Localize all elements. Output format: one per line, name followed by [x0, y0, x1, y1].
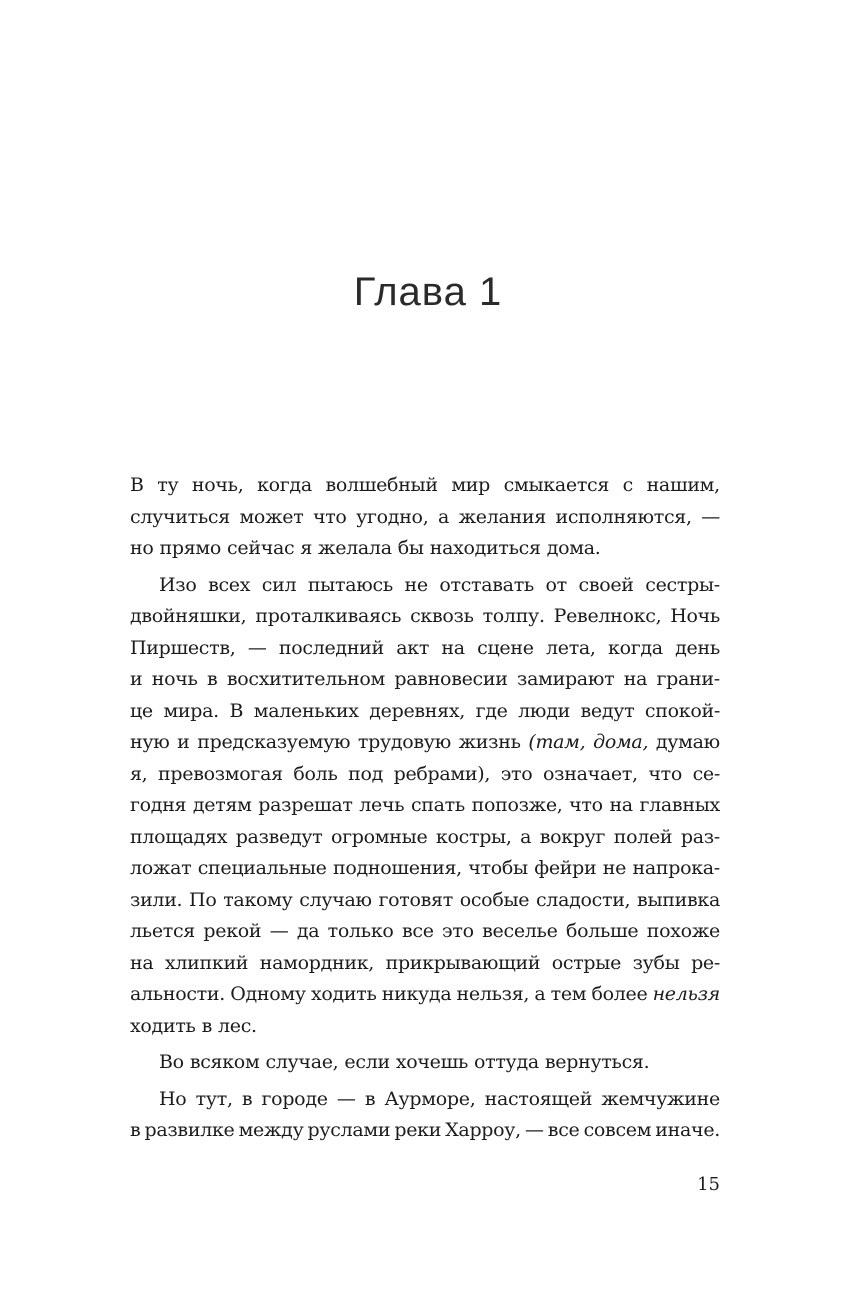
text-line: но прямо сейчас я желала бы находиться дома. [130, 537, 601, 559]
text-line: и ночь в восхитительном равновесии замирают на грани- [130, 668, 720, 690]
text-line: ную и предсказуемую трудовую жизнь (там, дома, думаю [130, 731, 720, 753]
text-line: Изо всех сил пытаюсь не отставать от своей сестры- [159, 573, 720, 596]
text-line: ложат специальные подношения, чтобы фейри не напрока- [130, 857, 720, 879]
text-line: льется рекой — да только все это веселье больше похоже [130, 920, 720, 942]
text-line: це мира. В маленьких деревнях, где люди ведут спокой- [130, 699, 720, 722]
text-line: случиться может что угодно, а желания исполняются, — [130, 505, 720, 528]
text-line: Но тут, в городе — в Аурморе, настоящей жемчужине [159, 1087, 720, 1110]
text-line: Во всяком случае, если хочешь оттуда вернуться. [159, 1051, 650, 1073]
page-number: 15 [697, 1174, 720, 1195]
text-line: я, превозмогая боль под ребрами), это означает, что се- [130, 762, 720, 785]
chapter-title: Глава 1 [353, 270, 503, 314]
text-line: зили. По такому случаю готовят особые сладости, выпивка [130, 888, 720, 911]
body-text [130, 470, 720, 1147]
text-line: альности. Одному ходить никуда нельзя, а тем более нельзя [130, 983, 720, 1005]
text-line: годня детям разрешат лечь спать попозже, что на главных [130, 794, 720, 816]
text-line: площадях разведут огромные костры, а вокруг полей раз- [130, 825, 720, 848]
text-line: Пиршеств, — последний акт на сцене лета, когда день [130, 636, 720, 659]
text-line: ходить в лес. [130, 1014, 257, 1037]
text-line: двойняшки, проталкиваясь сквозь толпу. Ревелнокс, Ночь [130, 605, 720, 627]
text-line: В ту ночь, когда волшебный мир смыкается с нашим, [130, 474, 720, 496]
text-line: в развилке между руслами реки Харроу, — все совсем иначе. [130, 1119, 720, 1141]
text-line: на хлипкий намордник, прикрывающий острые зубы ре- [130, 951, 720, 974]
